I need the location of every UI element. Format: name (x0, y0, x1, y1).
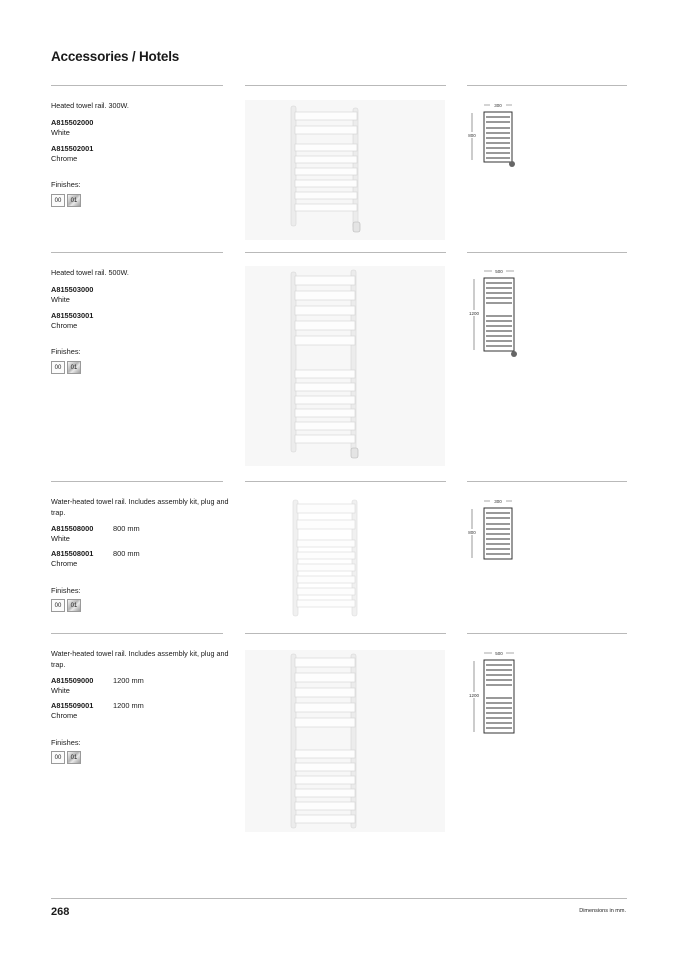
divider (467, 633, 627, 634)
page-title: Accessories / Hotels (51, 49, 180, 64)
finish-swatches (51, 751, 81, 764)
swatch-white: 00 (51, 599, 65, 612)
swatch-white: 00 (51, 194, 65, 207)
divider (51, 633, 223, 634)
finish-name: White (51, 685, 70, 695)
product-code: A815502000 (51, 118, 94, 127)
swatch-white: 00 (51, 751, 65, 764)
product-description: Heated towel rail. 500W. (51, 268, 129, 277)
finishes-label: Finishes: (51, 180, 81, 189)
height-label: 800 (468, 133, 476, 138)
finish-name: Chrome (51, 710, 78, 720)
divider (245, 633, 446, 634)
swatch-white: 00 (51, 361, 65, 374)
product-description: Heated towel rail. 300W. (51, 101, 129, 110)
height-label: 1200 (468, 311, 480, 316)
product-code: A815502001 (51, 144, 94, 153)
finishes-label: Finishes: (51, 586, 81, 595)
product-code: A815508001 (51, 549, 94, 558)
height-label: 800 (468, 530, 476, 535)
towel-rail-photo (245, 650, 445, 832)
finish-name: White (51, 127, 70, 137)
product-code: A815509000 (51, 676, 94, 685)
width-label: 500 (495, 651, 503, 656)
swatch-chrome: 01 (67, 599, 81, 612)
finishes-label: Finishes: (51, 738, 81, 747)
finish-name: White (51, 294, 70, 304)
product-code: A815503001 (51, 311, 94, 320)
width-label: 300 (494, 103, 502, 108)
finish-name: Chrome (51, 153, 78, 163)
swatch-chrome: 01 (67, 361, 81, 374)
page-number: 268 (51, 906, 70, 918)
finishes-label: Finishes: (51, 347, 81, 356)
height-label: 1200 (468, 693, 480, 698)
width-label: 500 (495, 269, 503, 274)
width-label: 300 (494, 499, 502, 504)
product-size: 1200 mm (113, 701, 144, 710)
footer-divider (51, 898, 627, 899)
finish-name: Chrome (51, 320, 78, 330)
variant-white (51, 676, 144, 695)
product-size: 800 mm (113, 549, 140, 558)
finish-name: White (51, 533, 70, 543)
product-code: A815509001 (51, 701, 94, 710)
product-size: 800 mm (113, 524, 140, 533)
dimensions-note: Dimensions in mm. (579, 908, 626, 914)
dimension-drawing (467, 648, 542, 738)
product-code: A815503000 (51, 285, 94, 294)
product-size: 1200 mm (113, 676, 144, 685)
product-code: A815508000 (51, 524, 94, 533)
finish-name: Chrome (51, 558, 78, 568)
swatch-chrome: 01 (67, 751, 81, 764)
swatch-chrome: 01 (67, 194, 81, 207)
product-description: Water-heated towel rail. Includes assembly kit, plug and trap. (51, 497, 229, 517)
product-description: Water-heated towel rail. Includes assembly kit, plug and trap. (51, 649, 229, 669)
variant-chrome (51, 701, 144, 720)
